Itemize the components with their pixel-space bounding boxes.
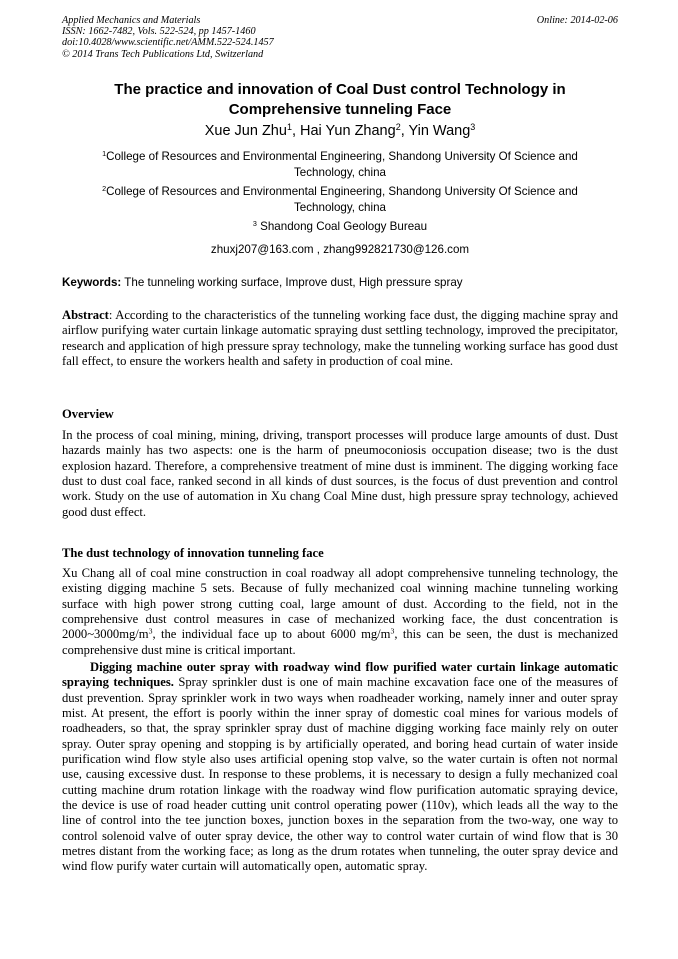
paragraph-text: , the individual face up to about 6000 mg/m [152,627,391,642]
doi-line[interactable]: doi:10.4028/www.scientific.net/AMM.522-524.1457 [62,37,274,49]
affiliation-line: College of Resources and Environmental Engineering, Shandong University Of Science and [106,185,578,198]
author-separator: , [291,123,301,139]
affiliation-line: Technology, china [294,166,386,179]
paragraph-text: Xu Chang all of coal mine construction in coal roadway all adopt comprehensive tunneling technology, the existing digging machine 5 sets. Because of fully mechanized coal winning machine tunneling working surface with high power strong cutting coal, large amount of dust. According to the field, not in the comprehensive dust control measures in case of mechanized working face, the dust concentration is 2000~3000mg/m [62,566,618,642]
issn-line: ISSN: 1662-7482, Vols. 522-524, pp 1457-1460 [62,26,256,38]
paragraph-text: , this can be seen, the dust is mechanized comprehensive dust mine is critical important. [62,627,618,657]
paragraph-run-in-heading: Digging machine outer spray with roadway wind flow purified water curtain linkage automatic spraying techniques. [62,660,618,690]
copyright-line: © 2014 Trans Tech Publications Ltd, Switzerland [62,48,264,60]
keywords-label: Keywords: [62,276,122,289]
paper-title [62,80,618,120]
section-heading-dust-technology: The dust technology of innovation tunneling face [62,546,324,560]
author-list [62,122,618,140]
author-separator: , [400,123,409,139]
dust-technology-paragraph-2 [62,660,618,875]
unit-exponent: 3 [390,627,395,637]
title-line-2: Comprehensive tunneling Face [228,101,452,118]
paragraph-text: Spray sprinkler dust is one of main machine excavation face one of the measures of dust prevention. Spray sprinkler work in two ways when roadheader working, namely inner and outer spray mist. At present, the effort is poorly within the inner spray of domestic coal mines for various models of roadheaders, so that, the spray sprinkler spray dust of machine digging working face mainly rely on outer spray. Outer spray opening and stopping is by artificially operated, and boring head curtain of water inside purification wind flow style also uses artificial opening stop valve, so the water curtain is often not normal use, causing excessive dust. In response to these problems, it is necessary to design a fully mechanized coal cutting machine drum rotation linkage with the roadway wind flow purification automatic spraying device, the device is use of road header cutting unit control operating power (110v), which leads all the way to the line of control into the tee junction boxes, junction boxes in the separation from the two-way, one way to control solenoid valve of outer spray device, the other way to control water curtain of wind flow that is 30 metres distant from the working face; as long as the drum rotates when tunneling, the outer spray device and wind flow purify water curtain will automatically open, automatic spray. [62,675,618,874]
affiliation-3 [76,219,604,235]
abstract [62,308,618,369]
author-name: Yin Wang [408,123,471,139]
online-date: Online: 2014-02-06 [536,15,618,26]
author-emails[interactable]: zhuxj207@163.com , zhang992821730@126.com [210,243,470,256]
affiliation-mark: 1 [102,149,107,159]
dust-technology-paragraph-1 [62,566,618,658]
affiliation-mark: 3 [252,219,257,229]
abstract-label: Abstract [62,308,109,322]
keywords [62,275,618,291]
unit-exponent: 3 [148,627,153,637]
author-name: Hai Yun Zhang [300,123,396,139]
journal-header [62,15,618,60]
affiliation-1 [76,149,604,181]
affiliation-line: Technology, china [294,201,386,214]
affiliation-line: Shandong Coal Geology Bureau [256,220,428,233]
journal-name: Applied Mechanics and Materials [62,15,201,26]
section-heading-overview: Overview [62,407,114,421]
author-affiliation-mark: 3 [470,122,476,133]
keywords-text: The tunneling working surface, Improve dust, High pressure spray [121,276,463,289]
overview-paragraph: In the process of coal mining, mining, driving, transport processes will produce large amounts of dust. Dust hazards mainly has two aspects: one is the harm of pneumoconiosis occupation disease; two is the dust explosion hazard. Therefore, a comprehensive treatment of mine dust is imminent. The digging working face dust to dust coal face, ranked second in all kinds of dust sources, is the focus of dust prevention and control work. Study on the use of automation in Xu chang Coal Mine dust, high pressure spray technology, achieved good dust effect. [62,428,618,519]
affiliation-mark: 2 [102,184,107,194]
title-line-1: The practice and innovation of Coal Dust control Technology in [114,81,566,98]
author-affiliation-mark: 2 [395,122,401,133]
abstract-text: : According to the characteristics of the tunneling working face dust, the digging machine spray and airflow purifying water curtain linkage automatic spraying dust settling technology, improved the precipitator, research and application of high pressure spray technology, make the tunneling working surface has good dust fall effect, to ensure the workers health and safety in production of coal mine. [62,308,618,369]
affiliation-line: College of Resources and Environmental Engineering, Shandong University Of Science and [106,150,578,163]
affiliation-2 [76,184,604,216]
author-name: Xue Jun Zhu [204,123,287,139]
author-affiliation-mark: 1 [286,122,292,133]
